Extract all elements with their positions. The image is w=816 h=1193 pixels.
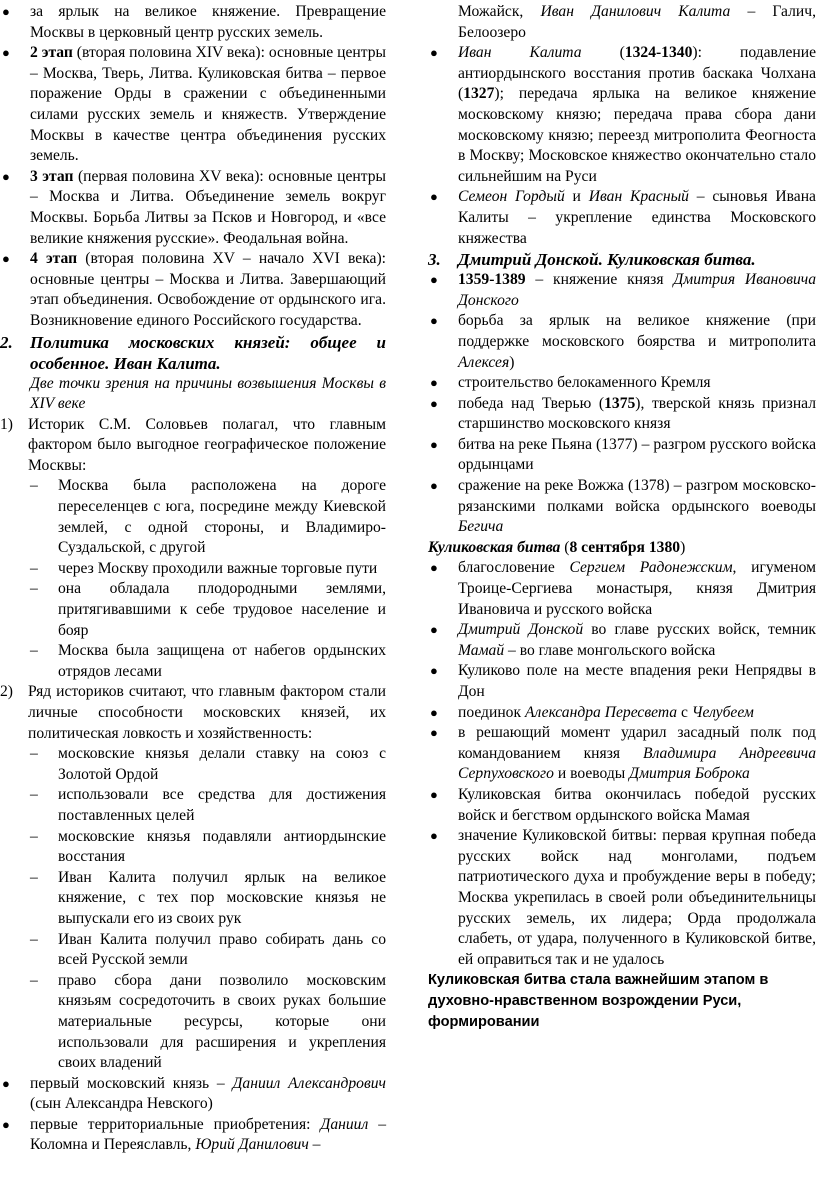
numbered-item: 1) Историк С.М. Соловьев полагал, что главным фактором было выгодное географическое положение Москвы:	[0, 415, 386, 474]
list-item: ● сражение на реке Вожжа (1378) – разгром московско-рязанскими полками войска ордынского воеводы Бегича	[428, 476, 816, 538]
stage-label: 4 этап	[30, 250, 78, 268]
list-item: ● благословение Сергием Радонежским, игуменом Троице-Сергиева монастыря, князя Дмитрия Ивановича и русского войска	[428, 558, 816, 620]
bullet-icon	[2, 43, 10, 64]
list-item: ● Куликово поле на месте впадения реки Непрядвы в Дон	[428, 661, 816, 702]
dash-item: – через Москву проходили важные торговые пути	[0, 559, 386, 580]
list-item-continuation: Можайск, Иван Данилович Калита – Галич, Белоозеро	[458, 3, 816, 41]
bullet-icon	[430, 187, 438, 208]
bullet-icon	[2, 2, 10, 23]
dash-icon: –	[30, 559, 38, 577]
dash-item: – Москва была защищена от набегов ордынских отрядов лесами	[30, 642, 386, 680]
list-item: ● поединок Александра Пересвета с Челубеем	[428, 703, 816, 724]
list-item: ● Дмитрий Донской во главе русских войск, темник Мамай – во главе монгольского войска	[428, 620, 816, 661]
list-item: ● победа над Тверью (1375), тверской князь признал старшинство московского князя	[428, 394, 816, 435]
dash-item: – использовали все средства для достижения поставленных целей	[30, 786, 386, 824]
bullet-icon	[430, 558, 438, 579]
dash-item: – московские князья подавляли антиордынские восстания	[30, 827, 386, 866]
section-heading: 3. Дмитрий Донской. Куликовская битва.	[428, 250, 756, 270]
list-item: ● Семеон Гордый и Иван Красный – сыновья Ивана Калиты – укрепление единства Московского княжества	[428, 187, 816, 249]
dash-item: – Иван Калита получил право собирать дань со всей Русской земли	[30, 930, 386, 969]
dash-icon: –	[30, 580, 38, 598]
bullet-icon	[430, 270, 438, 291]
bullet-icon	[430, 826, 438, 847]
list-item: ● битва на реке Пьяна (1377) – разгром русского войска ордынцами	[428, 435, 816, 476]
battle-heading: Куликовская битва (8 сентября 1380)	[428, 538, 686, 556]
dash-icon: –	[30, 745, 38, 763]
dash-item: – московские князья делали ставку на союз с Золотой Ордой	[30, 745, 386, 783]
list-item: ● борьба за ярлык на великое княжение (при поддержке московского боярства и митрополита Алексея)	[428, 311, 816, 373]
left-column	[0, 2, 386, 1156]
list-item: ● 1359-1389 – княжение князя Дмитрия Ивановича Донского	[428, 270, 816, 311]
bullet-icon	[430, 476, 438, 497]
list-item: ● 2 этап (вторая половина XIV века): основные центры – Москва, Тверь, Литва. Куликовская битва – первое поражение Орды в сражении с объединенными силами русских земель и княжеств. Утверждение Москвы в качестве центра объединения русских земель.	[0, 43, 386, 167]
bullet-icon	[430, 394, 438, 415]
list-item: ● в решающий момент ударил засадный полк под командованием князя Владимира Андреевича Серпуховского и воеводы Дмитрия Боброка	[428, 723, 816, 785]
bullet-icon	[2, 167, 10, 188]
section-heading: 2. Политика московских князей: общее и особенное. Иван Калита.	[0, 332, 386, 373]
right-column	[428, 2, 816, 1032]
dash-item: – право сбора дани позволило московским князьям сосредоточить в своих руках большие материальные ресурсы, которые они использовали для расширения и укрепления своих владений	[30, 971, 386, 1072]
stage-label: 2 этап	[30, 44, 73, 62]
bullet-icon	[430, 435, 438, 456]
dash-item: – Иван Калита получил ярлык на великое княжение, с тех пор московские князья не выпускали его из своих рук	[30, 868, 386, 927]
dash-icon: –	[30, 868, 38, 886]
list-item: ● строительство белокаменного Кремля	[428, 373, 816, 394]
dash-item: – Москва была расположена на дороге переселенцев с юга, посредине между Киевской землей, с одной стороны, и Владимиро-Суздальской, с другой	[30, 477, 386, 557]
list-item: ● значение Куликовской битвы: первая крупная победа русских войск над монголами, подъем патриотического духа и пробуждение веры в победу; Москва укрепилась в своей роли объединительницы русских земель, их лидера; Орда продолжала слабеть, от удара, полученного в Куликовской битве, ей оправиться так и не удалось	[428, 826, 816, 970]
closing-statement: Куликовская битва стала важнейшим этапом в духовно-нравственном возрождении Руси, формировании	[428, 972, 769, 1030]
list-item: ● Иван Калита (1324-1340): подавление антиордынского восстания против баскака Чолхана (1327); передача ярлыка на великое княжение московскому князю; передача права сбора дани московскому князю; переезд митрополита Феогноста в Москву; Московское княжество окончательно стало сильнейшим на Руси	[428, 43, 816, 187]
list-item: ● Куликовская битва окончилась победой русских войск и бегством ордынского войска Мамая	[428, 785, 816, 826]
bullet-icon	[2, 1074, 10, 1095]
numbered-item: 2) Ряд историков считают, что главным фактором стали личные способности московских князей, их политическая ловкость и хозяйственность:	[0, 683, 386, 742]
bullet-icon	[2, 249, 10, 270]
list-item: ● за ярлык на великое княжение. Превращение Москвы в церковный центр русских земель.	[0, 2, 386, 43]
list-item: ● первые территориальные приобретения: Даниил – Коломна и Переяславль, Юрий Данилович –	[0, 1115, 386, 1156]
dash-icon: –	[30, 930, 38, 948]
bullet-icon	[430, 43, 438, 64]
list-item: ● первый московский князь – Даниил Александрович (сын Александра Невского)	[0, 1074, 386, 1115]
list-item: ● 4 этап (вторая половина XV – начало XVI века): основные центры – Москва и Литва. Завершающий этап объединения. Освобождение от ордынского ига. Возникновение единого Российского государства.	[0, 249, 386, 331]
bullet-icon	[430, 723, 438, 744]
list-item: ● 3 этап (первая половина XV века): основные центры – Москва и Литва. Объединение земель вокруг Москвы. Борьба Литвы за Псков и Новгород, и «все великие княжения русские». Феодальная война.	[0, 167, 386, 249]
bullet-icon	[430, 311, 438, 332]
dash-icon: –	[30, 642, 38, 660]
bullet-icon	[430, 785, 438, 806]
dash-icon: –	[30, 827, 38, 845]
dash-icon: –	[30, 786, 38, 804]
stage-label: 3 этап	[30, 167, 74, 185]
bullet-icon	[430, 620, 438, 641]
bullet-icon	[2, 1115, 10, 1136]
bullet-icon	[430, 661, 438, 682]
dash-item: – она обладала плодородными землями, притягивавшими к себе трудовое население и бояр	[30, 580, 386, 639]
bullet-icon	[430, 373, 438, 394]
dash-icon: –	[30, 477, 38, 495]
subheading: Две точки зрения на причины возвышения Москвы в XIV веке	[30, 374, 386, 413]
bullet-icon	[430, 703, 438, 724]
dash-icon: –	[30, 971, 38, 989]
